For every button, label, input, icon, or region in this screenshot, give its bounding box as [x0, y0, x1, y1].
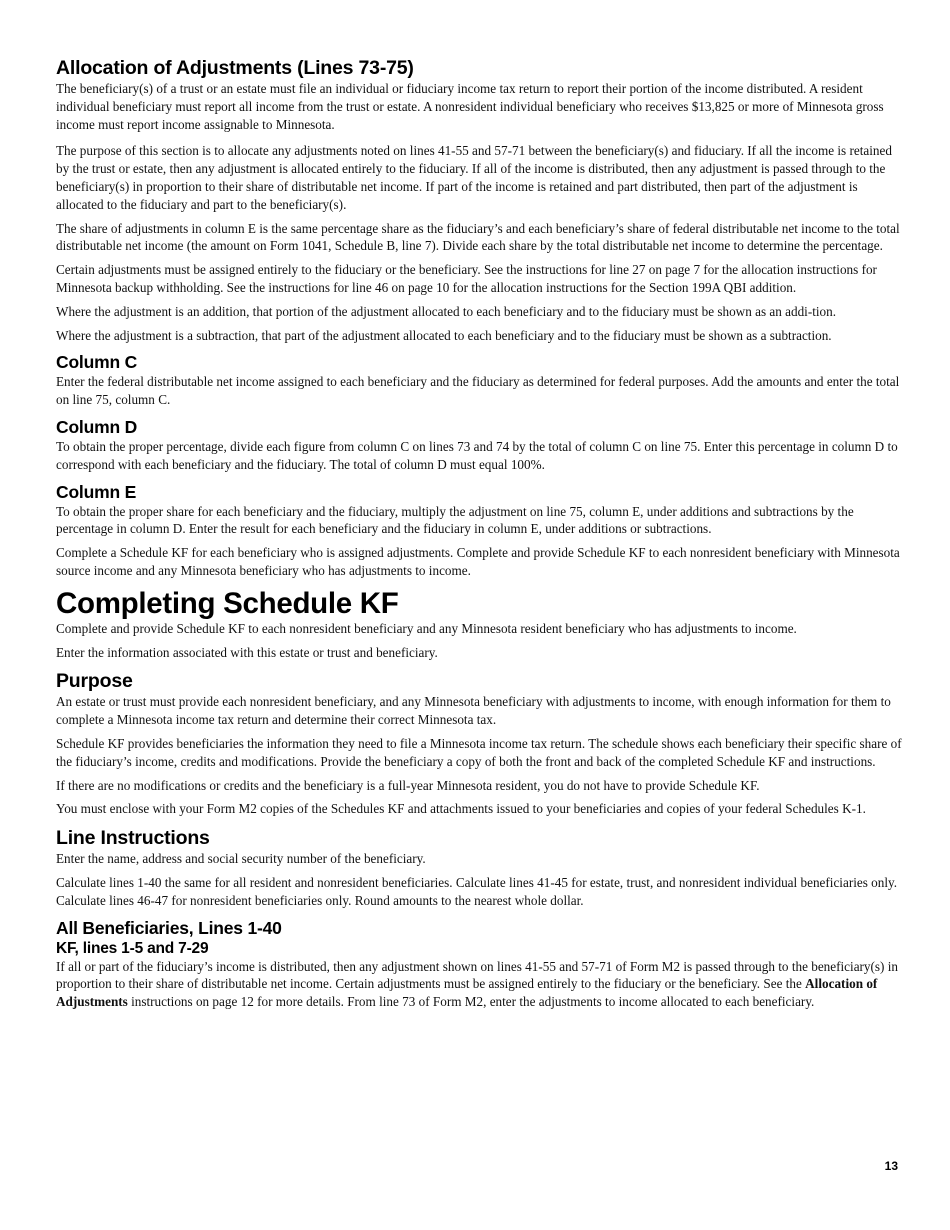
all-beneficiaries-subheading: KF, lines 1-5 and 7-29: [56, 939, 209, 957]
allocation-of-adjustments-reference: Allocation of Adjustments: [56, 976, 878, 1010]
line-instructions-heading: Line Instructions: [56, 827, 210, 850]
column-e-heading: Column E: [56, 481, 137, 502]
all-beneficiaries-paragraph: [56, 958, 904, 1011]
completing-paragraph-1: Complete and provide Schedule KF to each nonresident beneficiary and any Minnesota resident beneficiary who has adjustments to income.: [56, 620, 797, 636]
allocation-paragraph-5: Where the adjustment is an addition, that portion of the adjustment allocated to each beneficiary and to the fiduciary must be shown as an addi-tion.: [56, 303, 837, 319]
allocation-paragraph-3: The share of adjustments in column E is the same percentage share as the fiduciary’s and each beneficiary’s share of federal distributable net income to the total distributable net income (the amount on Form 1041, Schedule B, line 7). Divide each share by the total distributable net income to determine the percentage.: [56, 220, 900, 254]
completing-paragraph-2: Enter the information associated with this estate or trust and beneficiary.: [56, 644, 438, 660]
purpose-heading: Purpose: [56, 670, 133, 693]
allocation-paragraph-6: Where the adjustment is a subtraction, that part of the adjustment allocated to each beneficiary and to the fiduciary must be shown as a subtraction.: [56, 327, 832, 343]
allocation-paragraph-2: The purpose of this section is to allocate any adjustments noted on lines 41-55 and 57-71 between the beneficiary(s) and fiduciary. If all the income is retained by the trust or estate, then any adjustment is allocated entirely to the fiduciary. If all of the income is distributed, then any adjustment is passed through to the beneficiary(s) in proportion to their share of distributable net income. If part of the income is retained and part distributed, then part of the adjustment is allocated to the fiduciary and part to the beneficiary(s).: [56, 143, 892, 212]
purpose-paragraph-3: If there are no modifications or credits and the beneficiary is a full-year Minnesota resident, you do not have to provide Schedule KF.: [56, 777, 760, 793]
column-e-paragraph-2: Complete a Schedule KF for each beneficiary who is assigned adjustments. Complete and provide Schedule KF to each nonresident beneficiary with Minnesota source income and any Minnesota beneficiary who has adjustments to income.: [56, 545, 900, 578]
line-instructions-paragraph-1: Enter the name, address and social security number of the beneficiary.: [56, 851, 426, 867]
all-beneficiaries-heading: All Beneficiaries, Lines 1-40: [56, 917, 282, 938]
page-number: 13: [884, 1159, 898, 1173]
purpose-paragraph-1: An estate or trust must provide each nonresident beneficiary, and any Minnesota beneficiary with adjustments to income, with enough information for them to complete a Minnesota income tax return and determine their correct Minnesota tax.: [56, 694, 891, 728]
allocation-paragraph-4: Certain adjustments must be assigned entirely to the fiduciary or the beneficiary. See the instructions for line 27 on page 7 for the allocation instructions for Minnesota backup withholding. See the instructions for line 46 on page 10 for the allocation instructions for the Section 199A QBI addition.: [56, 262, 877, 295]
purpose-paragraph-2: Schedule KF provides beneficiaries the information they need to file a Minnesota income tax return. The schedule shows each beneficiary their specific share of the fiduciary’s income, credits and modifications. Provide the beneficiary a copy of both the front and back of the completed Schedule KF and instructions.: [56, 735, 902, 769]
column-d-heading: Column D: [56, 416, 138, 437]
purpose-paragraph-4: You must enclose with your Form M2 copies of the Schedules KF and attachments issued to your beneficiaries and copies of your federal Schedules K-1.: [56, 801, 866, 817]
document-page: [56, 56, 904, 1011]
all-beneficiaries-text-after: instructions on page 12 for more details. From line 73 of Form M2, enter the adjustments to income allocated to each beneficiary.: [127, 994, 815, 1010]
line-instructions-paragraph-2: Calculate lines 1-40 the same for all resident and nonresident beneficiaries. Calculate lines 41-45 for estate, trust, and nonresident individual beneficiaries only. Calculate lines 46-47 for nonresident beneficiaries only. Round amounts to the nearest whole dollar.: [56, 874, 898, 908]
column-e-paragraph-1: To obtain the proper share for each beneficiary and the fiduciary, multiply the adjustment on line 75, column E, under additions and subtractions by the percentage in column D. Enter the result for each beneficiary and the fiduciary in column E, under additions or subtractions.: [56, 503, 854, 537]
completing-schedule-kf-title: Completing Schedule KF: [56, 586, 399, 620]
column-c-paragraph: Enter the federal distributable net income assigned to each beneficiary and the fiduciary as determined for federal purposes. Add the amounts and enter the total on line 75, column C.: [56, 374, 900, 408]
column-d-paragraph: To obtain the proper percentage, divide each figure from column C on lines 73 and 74 by the total of column C on line 75. Enter this percentage in column D to correspond with each beneficiary and the fiduciary. The total of column D must equal 100%.: [56, 438, 898, 472]
all-beneficiaries-text-before: If all or part of the fiduciary’s income is distributed, then any adjustment shown on lines 41-55 and 57-71 of Form M2 is passed through to the beneficiary(s) in proportion to their share of distributable net income. Certain adjustments must be assigned entirely to the fiduciary or the beneficiary. See the: [56, 958, 898, 992]
allocation-paragraph-1: The beneficiary(s) of a trust or an estate must file an individual or fiduciary income tax return to report their portion of the income distributed. A resident individual beneficiary must report all income from the trust or estate. A nonresident individual beneficiary who receives $13,825 or more of Minnesota gross income must report income assignable to Minnesota.: [56, 81, 884, 132]
column-c-heading: Column C: [56, 352, 138, 373]
allocation-heading: Allocation of Adjustments (Lines 73-75): [56, 57, 414, 79]
